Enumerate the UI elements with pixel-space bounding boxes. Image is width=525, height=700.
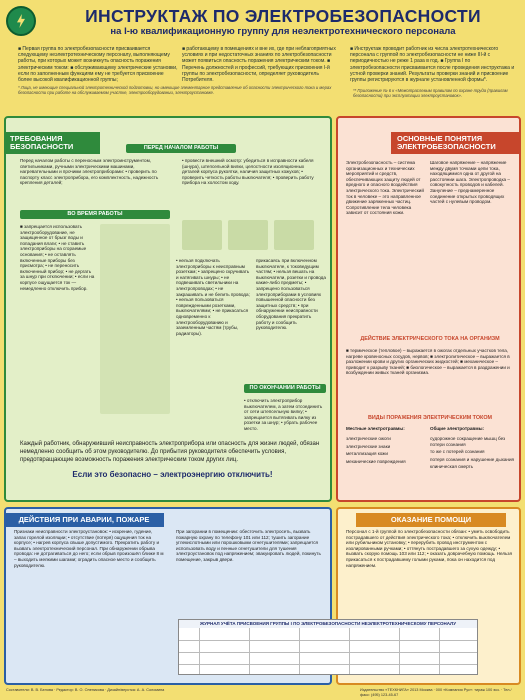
local-injuries-list <box>346 436 426 486</box>
general-injuries-list <box>430 436 514 491</box>
general-injuries-label: Общие электротравмы: <box>430 426 485 431</box>
footer-publisher: Издательство «ТЕХКНИГА» 2013 Москва · 000 «Компания Рус»: тираж 100 экз. · Тел./факс: (495) 123-45-67 <box>360 688 512 697</box>
before-work-header: ПЕРЕД НАЧАЛОМ РАБОТЫ <box>126 144 236 153</box>
page-subtitle: на I-ю квалификационную группу для неэлектротехнического персонала <box>110 26 456 37</box>
list-item: судорожное сокращение мышц без потери сознания <box>430 436 506 447</box>
during-work-text-2: • нельзя подключать электроприборы к неисправным розеткам; • запрещено скручивать и натягивать шнуры; • не подвешивать светильники на электропроводах; • не закрашивать и не белить провода; • нельзя пользоваться поврежденными розетками, выключателями; • не прикасаться одновременно к электрооборудованию и заземленным частям (трубы, радиаторы). <box>176 258 250 336</box>
during-work-text-1: ■ запрещается использовать электрооборудование, не защищенное от брызг воды и попадания влаги; • не ставить электроприборы на сгораемые основания; • не оставлять включенные приборы без присмотра; • не переносить включенный прибор; • не дергать за шнур при отключении; • если на корпусе ощущается ток — немедленно отключить прибор. <box>20 224 95 291</box>
journal-divider <box>299 628 300 674</box>
before-work-text: Перед началом работы с переносным электроинструментом, светильниками, ручными электрическими машинами, нагревательными и прочими электроприборами: • проверить по паспорту класс электроприбора, его комплектность, надежность крепления деталей; <box>20 158 159 186</box>
illustration-tool <box>182 220 222 250</box>
lightning-logo-icon <box>6 6 36 36</box>
concepts-title: ОСНОВНЫЕ ПОНЯТИЯ ЭЛЕКТРОБЕЗОПАСНОСТИ <box>391 132 521 154</box>
after-work-text: • отключить электроприбор выключателем, а затем отсоединить от сети штепсельную вилку; • запрещается вытягивать вилку из розетки за шнур; • убрать рабочее место. <box>244 398 323 431</box>
local-injuries-label: Местные электротравмы: <box>346 426 405 431</box>
intro-column-2: ■ работающему в помещениях и вне их, где при неблагоприятных условиях и при недостаточных знаниях по электробезопасности может появиться опасность поражения электрическим током. ■ Перечень должностей и профессий, требующих присвоения I-й группы по электробезопасности, определяет руководитель Потребителя. <box>182 46 336 84</box>
list-item: металлизация кожи <box>346 451 388 457</box>
injury-types-header: ВИДЫ ПОРАЖЕНИЯ ЭЛЕКТРИЧЕСКИМ ТОКОМ <box>367 415 493 421</box>
illustration-cable <box>228 220 268 250</box>
journal-divider <box>179 652 477 653</box>
list-item: потеря сознания и нарушение дыхания <box>430 456 514 462</box>
journal-divider <box>199 628 200 674</box>
illustration-plug <box>274 220 314 250</box>
intro-footnote-2: ** Приложение № 6 к «Межотраслевым правилам по охране труда (правилам безопасности) при эксплуатации электроустановок». <box>353 88 508 98</box>
accident-text-1: Признаки неисправности электроустановок: • искрение, гудение, запах горелой изоляции; • отсутствие (потеря) ощущения ток на корпусе; • нагрев корпуса свыше допустимого. Прекратить работу и вызвать электротехнический персонал. При обнаружении обрыва провода: не дотрагиваться до него; если обрыв произошёл ближе 8 м – выходить мелкими шагами; оградить опасное место и сообщить руководителю. <box>14 529 164 568</box>
first-aid-text: Персонал с 1-й группой по электробезопасности обязан: • уметь освободить пострадавшего от действия электрического тока; • отключить выключателем или рубильником установку; • перерубить провод инструментом с изолированными ручками; • оттянуть пострадавшего за сухую одежду; • вызвать скорую помощь 103 или 112; • оказать доврачебную помощь. Нельзя прикасаться к пострадавшему голыми руками, пока он находится под напряжением. <box>346 529 513 568</box>
journal-divider <box>439 628 440 674</box>
footer-credits: Составители: В. В. Белова · Редактор: В. О. Оленикова · Дизайн/верстка: А. А. Соломина <box>6 688 165 692</box>
accident-text-2: При загорании в помещении: обесточить электросеть, вызвать пожарную охрану по телефону 101 или 112; тушить загорание углекислотными или порошковыми огнетушителями; запрещается использовать воду и пенные огнетушители для тушения электроустановок под напряжением; эвакуировать людей, покинуть помещение, закрыв двери. <box>176 529 321 562</box>
page-title: ИНСТРУКТАЖ ПО ЭЛЕКТРОБЕЗОПАСНОСТИ <box>85 6 481 26</box>
journal-table <box>178 619 478 675</box>
intro-footnote: * Лица, не имеющие специальной электротехнической подготовки, но имеющие элементарное представление об опасности электрического тока и мерах безопасности при работе на обслуживаемом участке, электрооборудовании, электроустановке. <box>18 85 332 95</box>
journal-divider <box>179 640 477 641</box>
intro-column-1: ■ Первая группа по электробезопасности присваивается следующему неэлектротехническому персоналу, выполняющему работы, при которых может возникнуть опасность поражения электрическим током: ■ обслуживающему электрические установки, если по заполненным функциям ему не требуется присвоение более высокой квалификационной группы; <box>18 46 178 84</box>
current-action-header: ДЕЙСТВИЕ ЭЛЕКТРИЧЕСКОГО ТОКА НА ОРГАНИЗМ <box>360 336 500 342</box>
journal-title: ЖУРНАЛ УЧЁТА ПРИСВОЕНИЯ ГРУППЫ I ПО ЭЛЕКТРОБЕЗОПАСНОСТИ НЕЭЛЕКТРОТЕХНИЧЕСКОМУ ПЕРСОНАЛУ <box>179 620 477 628</box>
during-work-text-3: прикасаясь при включенном выключателе, к токоведущим частям; • нельзя вешать на выключатели, розетки и провода какие-либо предметы; • запрещено пользоваться электроприборами в условиях повышенной опасности без защитных средств; • при обнаружении неисправности оборудования прекратить работу и сообщить руководителю. <box>256 258 326 331</box>
header <box>0 0 525 44</box>
list-item: клиническая смерть <box>430 464 474 470</box>
journal-divider <box>399 628 400 674</box>
illustration-safety <box>100 224 170 414</box>
during-work-header: ВО ВРЕМЯ РАБОТЫ <box>20 210 170 219</box>
concepts-text-2: Шаговое напряжение – напряжение между двумя точками цепи тока, находящимися одна от другой на расстоянии шага. Электропроводка – совокупность проводов и кабелей. Зануление – преднамеренное соединение открытых проводящих частей с нулевым проводом. <box>430 160 510 205</box>
list-item: электрические ожоги <box>346 436 391 441</box>
journal-divider <box>179 664 477 665</box>
before-work-checks: • провести внешний осмотр: убедиться в исправности кабеля (шнура), штепсельной вилки, целостности изоляционных деталей корпуса рукоятки, наличия защитных кожухов; • проверить четкость работы выключателя; • проверить работу прибора на холостом ходу. <box>182 158 314 186</box>
concepts-text-1: Электробезопасность – система организационных и технических мероприятий и средств, обеспечивающих защиту людей от вредного и опасного воздействия электрического тока. Электрический ток в человеке – это направленное движение заряженных частиц. Сопротивление тела человека зависит от состояния кожи. <box>346 160 424 216</box>
disconnect-warning: Если это безопасно – электроэнергию отключить! <box>72 470 273 479</box>
requirements-panel <box>4 116 332 502</box>
list-item: то же с потерей сознания <box>430 449 485 455</box>
intro-column-3: ■ Инструктаж проводит работник из числа электротехнического персонала с группой по электробезопасности не ниже III-й с периодичностью не реже 1 раза в год. ■ Группа I по электробезопасности присваивается после проведения инструктажа и устной проверки знаний. Результаты проверки знаний и присвоение группы регистрируются в журнале установленной формы*. <box>350 46 515 84</box>
list-item: механические повреждения <box>346 458 406 464</box>
accident-title: ДЕЙСТВИЯ ПРИ АВАРИИ, ПОЖАРЕ <box>4 513 164 527</box>
requirements-title: ТРЕБОВАНИЯ БЕЗОПАСНОСТИ <box>4 132 100 154</box>
first-aid-title: ОКАЗАНИЕ ПОМОЩИ <box>356 513 506 527</box>
emergency-note: Каждый работник, обнаруживший неисправность электроприбора или опасность для жизни людей, обязан немедленно сообщить об этом руководителю. До прибытия руководителя обеспечить условия, предотвращающие возможность поражения электрическим током других лиц. <box>20 441 320 463</box>
journal-divider <box>249 628 250 674</box>
after-work-header: ПО ОКОНЧАНИИ РАБОТЫ <box>244 384 326 393</box>
list-item: электрические знаки <box>346 443 391 449</box>
current-action-text: ■ термическое (тепловое) – выражается в ожогах отдельных участков тела, нагреве кровеносных сосудов, нервов; ■ электролитическое – выражается в разложении крови и других органических жидкостей; ■ механическое – приводит к разрыву тканей; ■ биологическое – выражается в раздражении и возбуждении живых тканей организма. <box>346 348 510 376</box>
concepts-panel <box>336 116 521 502</box>
journal-divider <box>349 628 350 674</box>
